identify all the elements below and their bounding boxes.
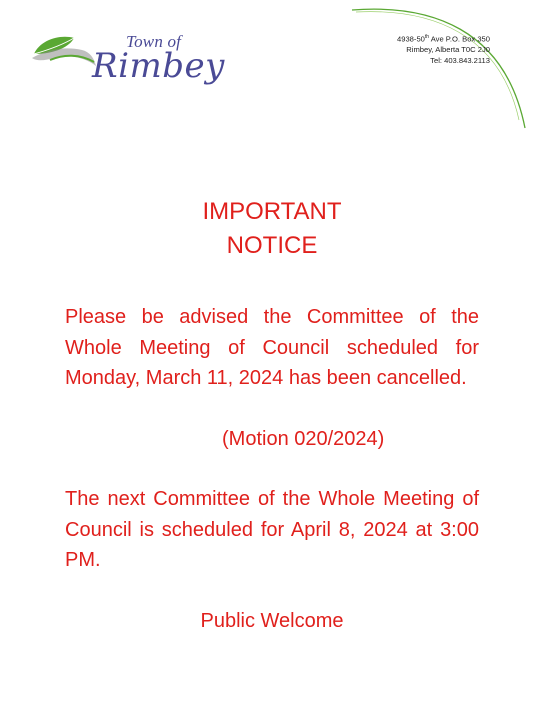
motion-reference: (Motion 020/2024) xyxy=(222,428,385,450)
notice-title-important: IMPORTANT xyxy=(202,198,342,225)
cancellation-paragraph: Please be advised the Committee of the Whole Meeting of Council scheduled for Monday, March 11, 2024 has been cancelled. xyxy=(65,306,479,389)
logo-town-name: Rimbey xyxy=(92,46,225,86)
address-line-2: Rimbey, Alberta T0C 2J0 xyxy=(406,45,490,55)
town-logo xyxy=(30,28,230,98)
notice-title-notice: NOTICE xyxy=(226,232,318,259)
logo-town-of-text: Town of xyxy=(126,32,182,51)
public-welcome-text: Public Welcome xyxy=(200,610,344,632)
address-phone: Tel: 403.843.2113 xyxy=(430,55,490,65)
next-meeting-paragraph: The next Committee of the Whole Meeting of Council is scheduled for April 8, 2024 at 3:00 PM. xyxy=(65,488,479,571)
address-line-1: 4938-50th Ave P.O. Box 350 xyxy=(397,34,490,44)
address-block xyxy=(397,32,490,66)
